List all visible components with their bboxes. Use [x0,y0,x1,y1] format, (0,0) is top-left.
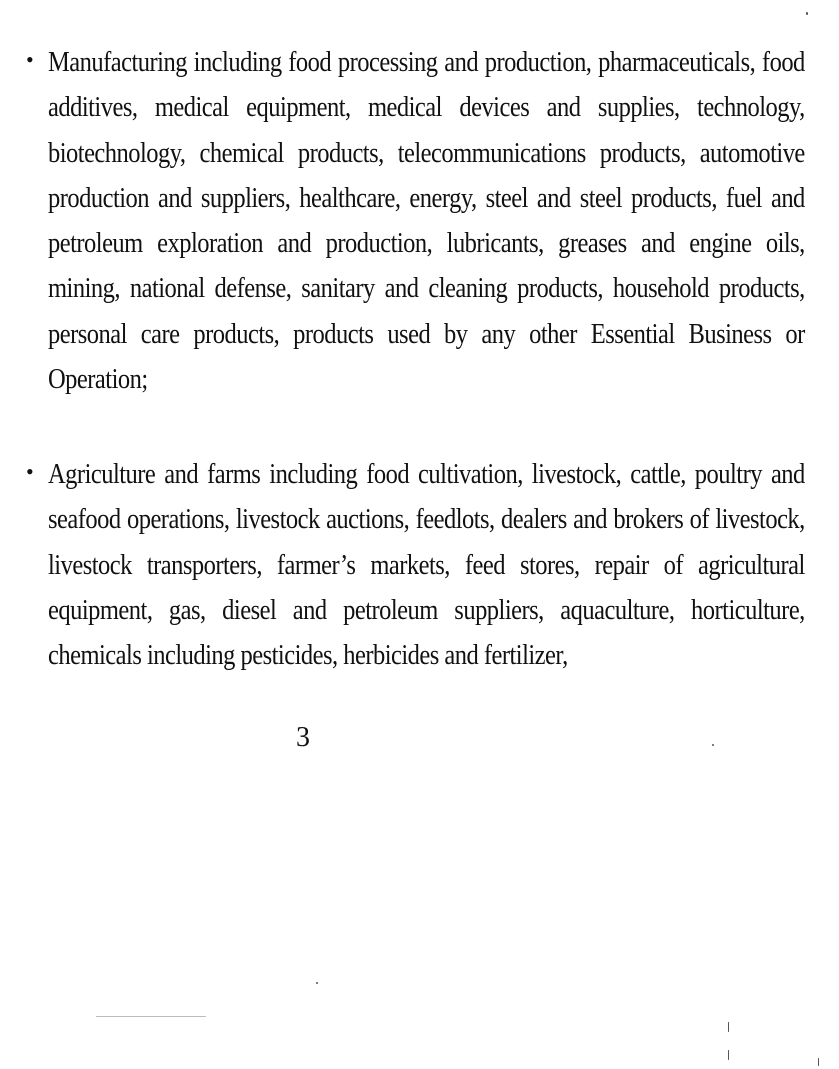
scan-speck [96,1016,206,1017]
scan-speck [712,744,714,746]
scan-speck [316,982,318,984]
bullet-text: Manufacturing including food processing and production, pharmaceuticals, food additives, medical equipment, medical devices and supplies, technology, biotechnology, chemical products, telecommunications products, automotive production and suppliers, healthcare, energy, steel and steel products, fuel and petroleum exploration and production, lubricants, greases and engine oils, mining, national defense, sanitary and cleaning products, household products, personal care products, products used by any other Essential Business or Operation; [48,47,805,396]
bullet-marker: • [26,459,34,484]
bullet-item-agriculture [26,452,805,678]
scan-speck [806,12,808,15]
scan-speck [818,1058,819,1066]
scan-speck [728,1050,729,1060]
page-number: 3 [296,722,310,753]
bullet-text: Agriculture and farms including food cultivation, livestock, cattle, poultry and seafood operations, livestock auctions, feedlots, dealers and brokers of livestock, livestock transporters, farmer’s markets, feed stores, repair of agricultural equipment, gas, diesel and petroleum suppliers, aquaculture, horticulture, chemicals including pesticides, herbicides and fertilizer, [48,459,805,672]
bullet-marker: • [26,47,34,72]
bullet-item-manufacturing [26,40,805,402]
scan-speck [728,1022,729,1032]
